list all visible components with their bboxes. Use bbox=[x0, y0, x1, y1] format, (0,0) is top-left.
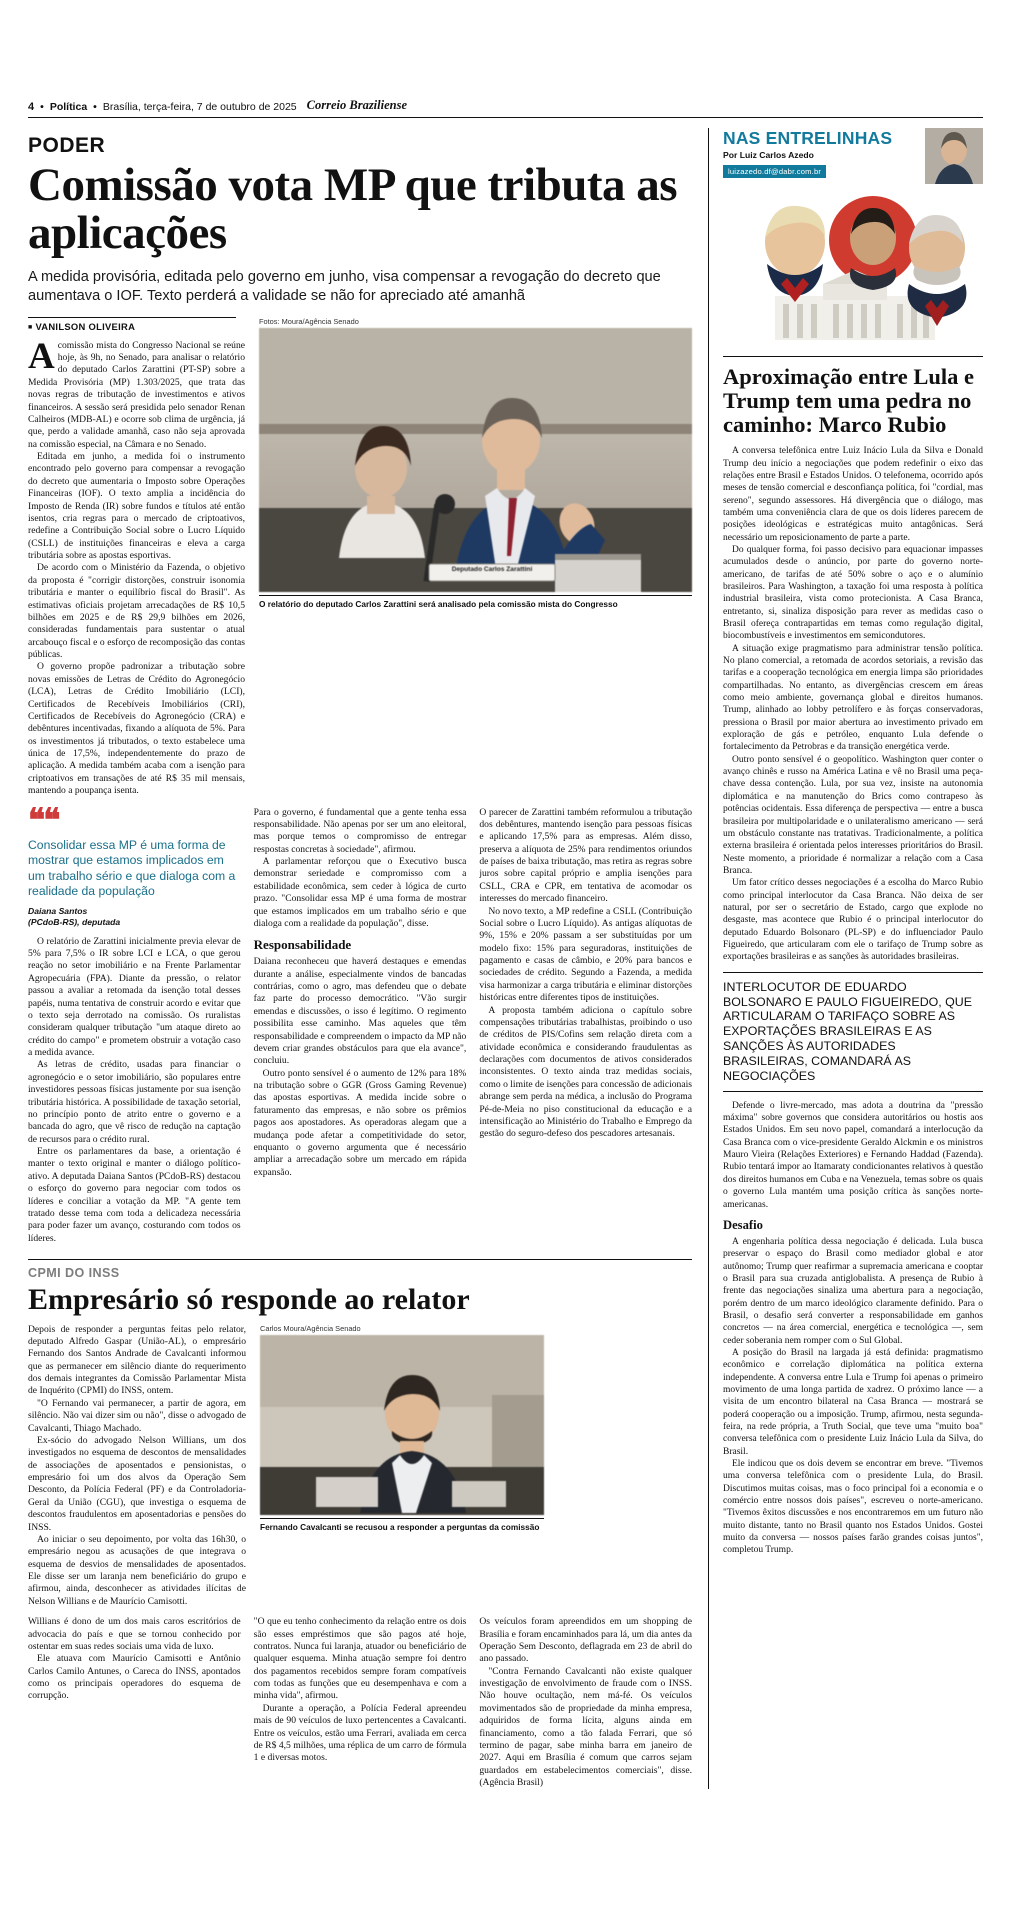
main-photo-art bbox=[259, 328, 692, 592]
byline-author: VANILSON OLIVEIRA bbox=[35, 320, 136, 332]
article-paragraph: Ele atuava com Maurício Camisotti e Antônio Carlos Camilo Antunes, o Careca do INSS, apontados como os principais operadores do esquema de corrupção. bbox=[28, 1653, 241, 1702]
column-illustration bbox=[723, 192, 984, 347]
column-paragraph: A conversa telefônica entre Luiz Inácio Lula da Silva e Donald Trump deu início a negociações que podem redefinir o eixo das relações entre Brasil e Estados Unidos. O telefonema, ocorrido após meses de tensão comercial e desconfiança política, foi "cordial, mas sereno", segundo assessores. Há divergência que o diálogo, mas também uma conveniência clara de que os dois líderes parecem de posições ideológicas e estratégicas muito antagônicas. Será necessário um reposicionamento de parte a parte. bbox=[723, 446, 983, 543]
second-story-kicker: CPMI DO INSS bbox=[28, 1266, 120, 1281]
quote-mark-icon: ❝❝ bbox=[28, 801, 59, 838]
photo-credit: Fotos: Moura/Agência Senado bbox=[259, 316, 359, 326]
byline bbox=[28, 317, 236, 332]
article-paragraph: Ex-sócio do advogado Nelson Willians, um dos investigados no esquema de descontos de mensalidades de associações de aposentados e pensionistas, o empresário foi um dos alvos da Operação Sem Desconto, da Polícia Federal (PF) e da Controladoria-Geral da União (CGU), que investiga o esquema de descontos fraudulentos em aposentadorias e pensões do INSS. bbox=[28, 1434, 246, 1533]
pull-quote-attrib bbox=[28, 906, 241, 927]
article-paragraph: As letras de crédito, usadas para financiar o agronegócio e o setor imobiliário, são populares entre investidores pessoas físicas justamente por sua isenção tributária histórica. A possibilidade de taxação setorial, no princípio ponto de atrito entre o governo e a bancada do agro, que vê risco de redução na captação de recursos para o crédito rural. bbox=[28, 1059, 241, 1145]
column-paragraph: A posição do Brasil na largada já está definida: pragmatismo econômico e correlação diplomática na política externa independente. A conversa entre Lula e Trump foi apenas o primeiro movimento de uma longa partida de xadrez. O próximo lance — a visita de um encontro bilateral na Casa Branca — mostrará se poderá cooperação ou a imposição. Trump, afirmou, nesta segunda-feira, na rede própria, a Truth Social, que teve uma "muito boa" conversa telefônica com o presidente Luiz Inácio Lula da Silva, do Brasil. bbox=[723, 1347, 983, 1457]
page-number: 4 bbox=[28, 101, 35, 113]
main-photo-caption: O relatório do deputado Carlos Zarattini será analisado pela comissão mista do Congresso bbox=[259, 595, 692, 609]
column-illustration-art bbox=[723, 192, 984, 347]
opinion-column bbox=[708, 128, 983, 1789]
article-paragraph: Willians é dono de um dos mais caros escritórios de advocacia do país e que se tornou conhecido por ostentar em suas redes sociais uma vida de luxo. bbox=[28, 1616, 241, 1652]
pull-quote bbox=[28, 801, 241, 928]
article-paragraph: A parlamentar reforçou que o Executivo busca demonstrar seriedade e compromisso com a estabilidade econômica, sem ceder à lógica de curto prazo. "Consolidar essa MP é uma forma de mostrar que estamos implicados em um trabalho sério e que dialoga com a realidade da população", disse. bbox=[253, 856, 467, 929]
article-paragraph: Editada em junho, a medida foi o instrumento encontrado pelo governo para compensar a revogação do decreto que aumentaria o Imposto sobre Operações Financeiras (IOF). O texto amplia a incidência do Imposto de Renda (IR) sobre fundos e títulos até então isentos, cria regras para o mercado de criptoativos, redefine a Contribuição Social sobre o Lucro Líquido (CSLL) de instituições financeiras e eleva a carga tributária sobre as apostas esportivas. bbox=[28, 451, 245, 562]
pull-quote-text: Consolidar essa MP é uma forma de mostrar que estamos implicados em um trabalho sério e que dialoga com a realidade da população bbox=[28, 837, 236, 898]
article-paragraph: De acordo com o Ministério da Fazenda, o objetivo da proposta é "corrigir distorções, construir isonomia tributária e manter o equilíbrio fiscal do Brasil". As estimativas oficiais projetam arrecadações de R$ 10,5 bilhões em 2025 e de R$ 29,9 bilhões em 2026, consideradas fundamentais para sustentar o atual arcabouço fiscal e o esforço de recomposição das contas públicas. bbox=[28, 562, 245, 661]
column-title: Aproximação entre Lula e Trump tem uma pedra no caminho: Marco Rubio bbox=[723, 356, 983, 437]
second-photo-caption: Fernando Cavalcanti se recusou a responder a perguntas da comissão bbox=[260, 1518, 544, 1532]
second-photo-art bbox=[260, 1335, 544, 1515]
column-paragraph: Defende o livre-mercado, mas adota a doutrina da "pressão máxima" sobre governos que considera autoritários ou hostis aos Estados Unidos. Em seu novo papel, comandará a interlocução da Casa Branca com o vice-presidente Geraldo Alckmin e os ministros Mauro Vieira (Relações Exteriores) e Fernando Haddad (Fazenda). Rubio tentará impor ao Itamaraty condicionantes relativos à questão dos direitos humanos em Cuba e na Venezuela, temas sobre os quais o governo Lula mantém uma posição crítica às sanções norte-americanas. bbox=[723, 1100, 983, 1210]
article-paragraph: Os veículos foram apreendidos em um shopping de Brasília e foram encaminhados para lá, um dia antes da Operação Sem Desconto, deflagrada em 23 de abril do ano passado. bbox=[479, 1616, 693, 1665]
masthead-dateline: Brasília, terça-feira, 7 de outubro de 2025 bbox=[102, 101, 297, 113]
article-paragraph: O parecer de Zarattini também reformulou a tributação dos debêntures, mantendo isenção para pessoas físicas e aplicando 17,5% para as empresas. Além disso, preserva a alíquota de 25% para rendimentos oriundos de países de baixa tributação, mas retira as regras sobre juros sobre capital próprio e amplia isenções para CSLL, CRA e CPR, em tentativa de acomodar os interesses do mercado financeiro. bbox=[479, 806, 693, 905]
masthead-paper-name: Correio Braziliense bbox=[306, 98, 408, 112]
article-paragraph: O relatório de Zarattini inicialmente previa elevar de 5% para 7,5% o IR sobre LCI e LCA, o que gerou reação no setor imobiliário e na Frente Parlamentar Agropecuária (FPA). Diante da pressão, o relator passou a avaliar a retomada da isenção total desses papéis, numa tentativa de construir acordo e evitar que o texto seja derrotado na comissão. Os ruralistas consideram qualquer tributação "um ataque direto ao crédito do campo" e prometem obstruir a votação caso a medida avance. bbox=[28, 935, 241, 1059]
article-paragraph: Para o governo, é fundamental que a gente tenha essa responsabilidade. Não apenas por ser um ano eleitoral, mas porque temos o compromisso de entregar respostas concretas à sociedade", afirmou. bbox=[253, 806, 467, 855]
article-paragraph: "O Fernando vai permanecer, a partir de agora, em silêncio. Não vai dizer sim ou não", disse o advogado de Cavalcanti, Thiago Machado. bbox=[28, 1397, 246, 1434]
pull-quote-role: (PCdoB-RS), deputada bbox=[28, 916, 121, 927]
column-email[interactable]: luizazedo.df@dabr.com.br bbox=[723, 165, 826, 178]
column-paragraph: Outro ponto sensível é o geopolítico. Washington quer conter o avanço chinês e russo na América Latina e vê no Brasil uma peça-chave dessa contenção. Lula, por sua vez, insiste na autonomia diplomática e na manutenção do Brics como contrapeso às potências ocidentais. Essa diferença de perspectiva — entre a busca brasileira por multipolaridade e o unilateralismo americano — será um obstáculo constante nas tratativas. Tradicionalmente, a política externa brasileira é orientada pelos interesses prioritários do Brasil. Neste momento, a prioridade é normalizar a relação com a Casa Branca. bbox=[723, 754, 983, 876]
pull-quote-name: Daiana Santos bbox=[28, 906, 88, 917]
page-title: Comissão vota MP que tributa as aplicações bbox=[28, 159, 678, 259]
story-standfirst: A medida provisória, editada pelo governo em junho, visa compensar a revogação do decreto que aumentava o IOF. Texto perderá a validade se não for apreciado até amanhã bbox=[28, 268, 661, 305]
column-subhead: Desafio bbox=[723, 1217, 763, 1232]
photo-nameplate: Deputado Carlos Zarattini bbox=[451, 565, 533, 573]
article-paragraph: Daiana reconheceu que haverá destaques e emendas durante a análise, especialmente vindos de bancadas contrárias, como o agro, mas defendeu que o debate faz parte do processo democrático. "Vão surgir emendas e discussões, o isso é legítimo. O regimento possibilita esse caminho. Mas aqueles que têm responsabilidade e compreendem o impacto da MP não devem criar grandes obstáculos para que ela avance", concluiu. bbox=[253, 956, 467, 1067]
story-kicker: PODER bbox=[28, 134, 106, 157]
columnist-avatar bbox=[925, 128, 983, 184]
column-paragraph: A situação exige pragmatismo para administrar tensão política. No plano comercial, a retomada de acordos setoriais, a revisão das tarifas e a cooperação tecnológica em energia limpa são prioridades compartilhadas. No entanto, as divergências crescem em áreas como meio ambiente, governança global e direitos humanos. Trump, alinhado ao lobby petrolífero e às forças conservadoras, pressiona o Brasil por maior abertura ao investimento privado em exploração de gás e petróleo, enquanto Lula defende o fortalecimento da Petrobras e da transição energética verde. bbox=[723, 643, 983, 753]
article-paragraph: "Contra Fernando Cavalcanti não existe qualquer investigação de envolvimento de fraude com o INSS. Não houve ocultação, nem má-fé. Os veículos movimentados são de propriedade da minha empresa, adquiridos de forma lícita, alguns ainda em financiamento, como a tão falada Ferrari, que só termino de pagar, sabe minha barra em janeiro de 2027. Aqui em Brasília é comum que carros sejam guardados em estabelecimentos comerciais", disse. (Agência Brasil) bbox=[479, 1665, 693, 1789]
column-paragraph: A engenharia política dessa negociação é delicada. Lula busca preservar o espaço do Brasil como mediador global e ator autônomo; Trump quer reafirmar a supremacia americana e cooptar o Brasil para sua cruzada antiglobalista. A presença de Rubio à frente das negociações sinaliza uma abertura para a negociação, porém dentro de um marco ideológico claramente definido. Para o Brasil, o desafio será converter a responsabilidade em ganhos concretos — na área comercial, energética e tecnológica —, sem ceder soberania nem romper com o Sul Global. bbox=[723, 1236, 983, 1346]
article-paragraph: Depois de responder a perguntas feitas pelo relator, deputado Alfredo Gaspar (União-AL), o empresário Fernando dos Santos Andrade de Cavalcanti informou que as permanecer em silêncio diante do requerimento dos demais integrantes da Comissão Parlamentar Mista de Inquérito (CPMI) do INSS, ontem. bbox=[28, 1323, 246, 1397]
column-author: Por Luiz Carlos Azedo bbox=[723, 150, 814, 160]
article-paragraph: Entre os parlamentares da base, a orientação é manter o texto original e manter o diálogo político-ativo. A deputada Daiana Santos (PCdoB-RS) destacou o esforço do governo para negociar com todos os líderes e conciliar a votação da MP. "A gente tem tratado desse tema com toda a delicadeza necessária para poder fazer um avanço, costurando com todos os líderes. bbox=[28, 1146, 241, 1244]
column-pull-quote: INTERLOCUTOR DE EDUARDO BOLSONARO E PAULO FIGUEIREDO, QUE ARTICULARAM O TARIFAÇO SOBRE AS EXPORTAÇÕES BRASILEIRAS E AS SANÇÕES ÀS AUTORIDADES BRASILEIRAS, COMANDARÁ AS NEGOCIAÇÕES bbox=[723, 972, 983, 1092]
article-paragraph: Ao iniciar o seu depoimento, por volta das 16h30, o empresário negou as acusações de que integrava o esquema de desvios de mensalidades de aposentados. Ele disse ser um laranja nem beneficiário do grupo e afirmou, ainda, desconhecer as atividades ilícitas de Nelson Willians e de Maurício Camisotti. bbox=[28, 1533, 246, 1607]
main-photo bbox=[259, 328, 692, 592]
second-photo bbox=[260, 1335, 544, 1515]
main-column bbox=[28, 128, 708, 1789]
article-paragraph: Outro ponto sensível é o aumento de 12% para 18% na tributação sobre o GGR (Gross Gaming Revenue) das apostas esportivas. A medida incide sobre o faturamento das empresas, e não sobre os prêmios pagos aos apostadores. As operadoras alegam que a mudança pode afetar a competitividade do setor, enquanto o governo argumenta que é necessário ampliar a arrecadação sobre um mercado em rápida expansão. bbox=[253, 1067, 467, 1178]
masthead-section: Política bbox=[49, 101, 88, 113]
masthead-bullet: • bbox=[40, 101, 44, 113]
article-paragraph: "O que eu tenho conhecimento da relação entre os dois são esses empréstimos que são pagos até hoje, contratos. Nunca fui laranja, atuador ou beneficiário de qualquer esquema. Minha atuação sempre foi dentro dos pagamentos recebidos sempre foram compatíveis com todas as funções que eu desempenhava e com a minha vida", afirmou. bbox=[253, 1616, 467, 1702]
masthead bbox=[28, 0, 983, 118]
article-paragraph: Acomissão mista do Congresso Nacional se reúne hoje, às 9h, no Senado, para analisar o relatório do deputado Carlos Zarattini (PT-SP) sobre a Medida Provisória (MP) 1.303/2025, que trata das novas regras de tributação de investimentos e ativos financeiros. A sessão será presidida pelo senador Renan Calheiros (MDB-AL) e ocorre sob clima de urgência, já que, perdo a validade amanhã, caso não seja aprovada na comissão especial, na Câmara e no Senado. bbox=[28, 335, 245, 450]
column-header bbox=[723, 128, 983, 184]
article-subhead: Responsabilidade bbox=[253, 937, 352, 953]
article-paragraph: A proposta também adiciona o capítulo sobre compensações tributárias trabalhistas, proibindo o uso de créditos de PIS/Cofins sem relação direta com a atividade econômica e considerando fraudulentas as declarações com documentos de ativos considerados inconsistentes. O texto ainda traz medidas sociais, como o limite de isenções para concessão de adicionais abrange sem perda na médica, a inclusão do Programa Pé-de-Meia no piso constitucional da educação e a intensificação ao Ministério do Trabalho e Emprego da gestão do seguro-defeso dos pescadores artesanais. bbox=[479, 1004, 693, 1140]
article-paragraph: Durante a operação, a Polícia Federal apreendeu mais de 90 veículos de luxo pertencentes a Cavalcanti. Entre os veículos, estão uma Ferrari, avaliada em cerca de R$ 4,5 milhões, uma réplica de um carro de fórmula 1 e diversas motos. bbox=[253, 1702, 467, 1764]
column-section-title: NAS ENTRELINHAS bbox=[723, 128, 893, 148]
column-paragraph: Um fator crítico desses negociações é a escolha do Marco Rubio como principal interlocutor da Casa Branca. Não deixa de ser natural, por ser o secretário de Estado, cargo que explode no desgaste, mas acontece que Rubio é o principal interlocutor do deputado Eduardo Bolsonaro (PL-SP) e do influenciador Paulo Figueiredo, que articularam com ele o tarifaço de Trump sobre as exportações brasileiras e as sanções às autoridades brasileiras. bbox=[723, 878, 983, 963]
column-paragraph: Do qualquer forma, foi passo decisivo para equacionar impasses acumulados desde o anúncio, por parte do governo norte-americano, de tarifas de até 50% sobre o aço e o alumínio brasileiros. Para Washington, a taxação foi uma resposta à política industrial brasileira, vista como protecionista. A Casa Branca, entretanto, si, sinaliza disposição para rever as medidas caso o Brasil ofereça contrapartidas em temas como regulação digital, biocombustíveis e investimentos em semicondutores. bbox=[723, 544, 983, 642]
article-paragraph: O governo propõe padronizar a tributação sobre novas emissões de Letras de Crédito do Agronegócio (LCA), Letras de Crédito Imobiliário (LCI), Certificados de Recebíveis Imobiliários (CRI), Certificados de Recebíveis do Agronegócio (CRA) e debêntures incentivadas, fixando a alíquota de 5%. Para os investimentos já tributados, o texto estabelece uma única de 17,5%, independentemente do prazo de aplicação. A medida também acaba com a isenção para criptoativos em transações de até R$ 35 mil mensais, mantendo a poupança isenta. bbox=[28, 661, 245, 797]
second-story-title: Empresário só responde ao relator bbox=[28, 1283, 470, 1317]
masthead-dash: • bbox=[93, 101, 97, 113]
avatar-art bbox=[925, 128, 983, 184]
article-paragraph: No novo texto, a MP redefine a CSLL (Contribuição Social sobre o Lucro Líquido). As antigas alíquotas de 9%, 15% e 20% passam a ser substituídas por um modelo fixo: 15% para seguradoras, instituições de pagamento e casas de câmbio, e 20% para bancos e sociedades de crédito. Segundo a Fazenda, a medida visa harmonizar a carga tributária e eliminar distorções históricas entre diferentes tipos de instituições. bbox=[479, 905, 693, 1004]
column-paragraph: Ele indicou que os dois devem se encontrar em breve. "Tivemos uma conversa telefônica com o presidente Lula, do Brasil. Discutimos muitas coisas, mas o foco principal foi a economia e o comércio entre nossos dois países", escreveu o norte-americano. "Tivemos êxitos discussões e nos encontraremos em um futuro não muito distante, tanto no Brasil quanto nos Estados Unidos. Gostei muito da conversa — nossos países farão grandes coisas juntos", completou Trump. bbox=[723, 1459, 983, 1556]
byline-bullet-icon: ■ bbox=[28, 323, 33, 331]
second-photo-credit: Carlos Moura/Agência Senado bbox=[260, 1323, 361, 1333]
